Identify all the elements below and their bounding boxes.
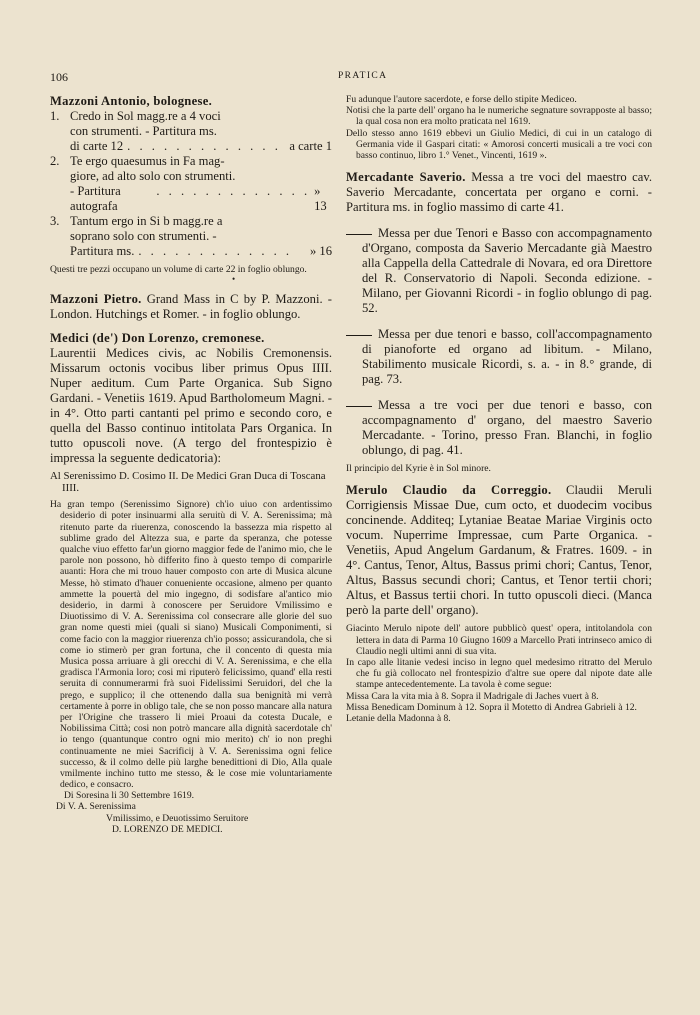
- page-header: [50, 70, 650, 86]
- entry-mazzoni-pietro: [50, 292, 332, 322]
- item-line: Partitura ms.: [70, 244, 135, 258]
- leader-dots: . . . . . . . . . . . . .: [138, 244, 293, 258]
- left-column: [50, 94, 332, 835]
- footnote: Notisi che la parte dell' organo ha le numeriche segnature sovrapposte al basso; la qual cosa non era molto praticata nel 1619.: [346, 105, 652, 128]
- footnote: Dello stesso anno 1619 ebbevi un Giulio Medici, di cui in un catalogo di Germania vide il Gaspari citati: « Amorosi concerti musicali a tre voci con basso continuo, libro 1.° Venet., Vincenti, 1619 ».: [346, 127, 652, 162]
- item-page-ref: » 16: [309, 244, 332, 258]
- item-page-ref: a carte 1: [289, 139, 332, 153]
- entry-variant: [346, 398, 652, 458]
- entry-text: Messa a tre voci per due tenori e basso, con accompagnamento d' organo, del maestro Saverio Mercadante. - Torino, presso Fran. Blanchi, in foglio oblungo, di pag. 41.: [362, 398, 652, 458]
- item-line: giore, ad alto solo con strumenti.: [70, 169, 236, 183]
- mass-list-item: Letanie della Madonna à 8.: [346, 713, 451, 725]
- item-page-ref: » 13: [314, 184, 327, 213]
- dedication-closing: Di V. A. Serenissima: [56, 801, 136, 813]
- work-list: [50, 109, 332, 259]
- work-item: [50, 154, 332, 214]
- entry-mercadante: [346, 170, 652, 215]
- dedication-signature: D. LORENZO DE MEDICI.: [112, 823, 223, 835]
- entry-text: Claudii Meruli Corrigiensis Missae Due, cum octo, et duodecim vocibus concinende. Additeq; Lytaniae Beatae Mariae Virginis octo vocum. Nuperrime Impressae, cum Parte Organica. - Venetiis, Apud Angelum Gardanum, & Fratres. 1609. - in 4°. Cantus, Tenor, Altus, Bassus primi chori; Cantus, Tenor, Altus, Bassus secundi chori; Cantus, et Tenor tertii chori; Altus, et Bassus tertii chori. In tutto opuscoli dieci. (Manca però la parte dell' organo).: [346, 483, 652, 618]
- item-number: 1.: [50, 109, 60, 123]
- item-line: di carte 12: [70, 139, 124, 153]
- entry-heading-merulo: Merulo Claudio da Correggio.: [346, 483, 552, 498]
- em-dash: [346, 234, 372, 235]
- entry-merulo: [346, 483, 652, 618]
- item-number: 3.: [50, 214, 60, 228]
- entry-note: Questi tre pezzi occupano un volume di carte 22 in foglio oblungo.: [50, 264, 307, 275]
- entry-heading-mazzoni-antonio: Mazzoni Antonio, bolognese.: [50, 94, 213, 108]
- work-item: [50, 214, 332, 259]
- dedication-text: Ha gran tempo (Serenissimo Signore) ch'io uiuo con ardentissimo desiderio di poter insinuarmi alla seruitù di V. A. Serenissima; mà ritenuto parte da riuerenza, conoscendo la bassezza mia rispetto al sublime grado del Altezza sua, e parte da speranza, che potesse qualche viuo effetto far'un giorno maggior fede de l'animo mio, che le parole non possono, hò differito fino à questo tempo di comparirle auanti: Hora che mi trouo hauer composto con arte di Musica alcune Messe, hò stimato d'hauer conueniente occasione, almeno per quanto ammette la pouertà del mio ingegno, di sodisfare al'antico mio desiderio, in darmi à conoscere per Seruidore Vmilissimo e Diuotissimo di V. A. Serenissima col consecrare alle glorie del suo gran nome questi miei (quali si siano) Musicali Componimenti, si come facio con la maggior riuerenza ch'io posso; assicurandola, che si come io stimerò per gran fortuna, che il concento di questa mia Musica possa arriuare à gli orecchi di V. A. Serenissima, e che ella gradisca l'Armonia loro; cosi mi riputerò felicissimo, quand' ella resti seruita di connumerarmi frà suoi Fidelissimi Seruidori, del che la prego, e supplico; il che ottenendo dalla sua benignità mi verrà certamente à porre in obligo tale, che se non posso mancare alla natura per l'Origine che trassero li miei Proaui da cotesta Ducale, e Nobilissima Città; cosi non potrò mancare alla dignità sacerdotale ch' io tengo (quantunque contro ogni mio merito) ch' io non preghi continuamente ne miei Sacrificij à V. A. Serenissima ogni felice successo, & il colmo delle più larghe benedittioni di Dio, Alla quale vmilmente inchino tutto me stesso, & le cose mie voluntariamente dedico, e consacro.: [50, 499, 332, 791]
- work-item: [50, 109, 332, 154]
- entry-heading-mercadante: Mercadante Saverio.: [346, 170, 466, 185]
- item-line: - Partitura autografa: [70, 184, 121, 213]
- item-line: con strumenti. - Partitura ms.: [70, 124, 217, 138]
- item-number: 2.: [50, 154, 60, 168]
- leader-dots: . . . . . . . . . . . . .: [156, 184, 311, 198]
- item-line: Tantum ergo in Si b magg.re a: [70, 214, 223, 228]
- entry-note: Il principio del Kyrie è in Sol minore.: [346, 463, 491, 475]
- entry-text: Messa a tre voci del maestro cav. Saverio Mercadante, concertata per organo e corni. - Partitura ms. in foglio massimo di carte 41.: [346, 170, 652, 215]
- leader-dots: . . . . . . . . . . . . .: [127, 139, 281, 153]
- entry-note: In capo alle litanie vedesi inciso in legno quel medesimo ritratto del Merulo che fu già collocato nel frontespizio d'altre sue opere dal nipote date alle stampe antecedentemente. La tavola è come segue:: [346, 657, 652, 691]
- item-line: soprano solo con strumenti. -: [70, 229, 217, 243]
- mass-list-item: Missa Benedicam Dominum à 12. Sopra il Motetto di Andrea Gabrieli à 12.: [346, 701, 637, 713]
- dedication-date: Di Soresina li 30 Settembre 1619.: [64, 790, 195, 802]
- item-line: Credo in Sol magg.re a 4 voci: [70, 109, 221, 123]
- em-dash: [346, 406, 372, 407]
- footnote: Fu adunque l'autore sacerdote, e forse dello stipite Mediceo.: [346, 94, 577, 105]
- entry-note: Giacinto Merulo nipote dell' autore pubblicò quest' opera, intitolandola con lettera in data di Parma 10 Giugno 1609 a Marcello Prati intrinseco amico di Claudio negli ultimi anni di sua vita.: [346, 623, 652, 657]
- entry-text: Grand Mass in C by P. Mazzoni. - London. Hutchings et Romer. - in foglio oblungo.: [50, 292, 332, 322]
- entry-variant: [346, 327, 652, 387]
- entry-text: Messa per due Tenori e Basso con accompagnamento d'Organo, composta da Saverio Mercadante già Maestro alla Cappella della Cattedrale di Novara, ed ora Direttore del R. Conservatorio di Napoli. Seconda edizione. - Milano, per Giovanni Ricordi - in foglio oblungo di pag. 52.: [362, 226, 652, 316]
- dedication-salutation: Al Serenissimo D. Cosimo II. De Medici Gran Duca di Toscana IIII.: [50, 470, 326, 495]
- entry-heading-mazzoni-pietro: Mazzoni Pietro.: [50, 292, 142, 307]
- entry-text: Laurentii Medices civis, ac Nobilis Cremonensis. Missarum octonis vocibus liber primus Opus IIII. Nuper aeditum. Cum Parte Organica. Sub Signo Gardani. - Venetiis 1619. Apud Bartholomeum Magni. - in 4°. Otto parti cantanti pel primo e secondo coro, e quella del Basso continuo intitolata Pars Organica. In tutto opuscoli nove. (A tergo del frontespizio è impressa la seguente dedicatoria):: [50, 346, 332, 466]
- running-head: PRATICA: [338, 71, 388, 81]
- entry-variant: [346, 226, 652, 316]
- mass-list-item: Missa Cara la vita mia à 8. Sopra il Madrigale di Jaches vuert à 8.: [346, 690, 599, 702]
- entry-heading-medici: Medici (de') Don Lorenzo, cremonese.: [50, 331, 265, 346]
- em-dash: [346, 335, 372, 336]
- dedication-closing: Vmilissimo, e Deuotissimo Seruitore: [106, 812, 249, 824]
- right-column: [346, 94, 652, 724]
- entry-text: Messa per due tenori e basso, coll'accompagnamento di pianoforte ed organo ad libitum. - Milano, Stabilimento musicale Ricordi, s. a. - in 8.° grande, di pag. 73.: [362, 327, 652, 387]
- item-line: Te ergo quaesumus in Fa mag-: [70, 154, 225, 168]
- stray-mark: •: [232, 274, 236, 285]
- page-number: 106: [50, 70, 68, 84]
